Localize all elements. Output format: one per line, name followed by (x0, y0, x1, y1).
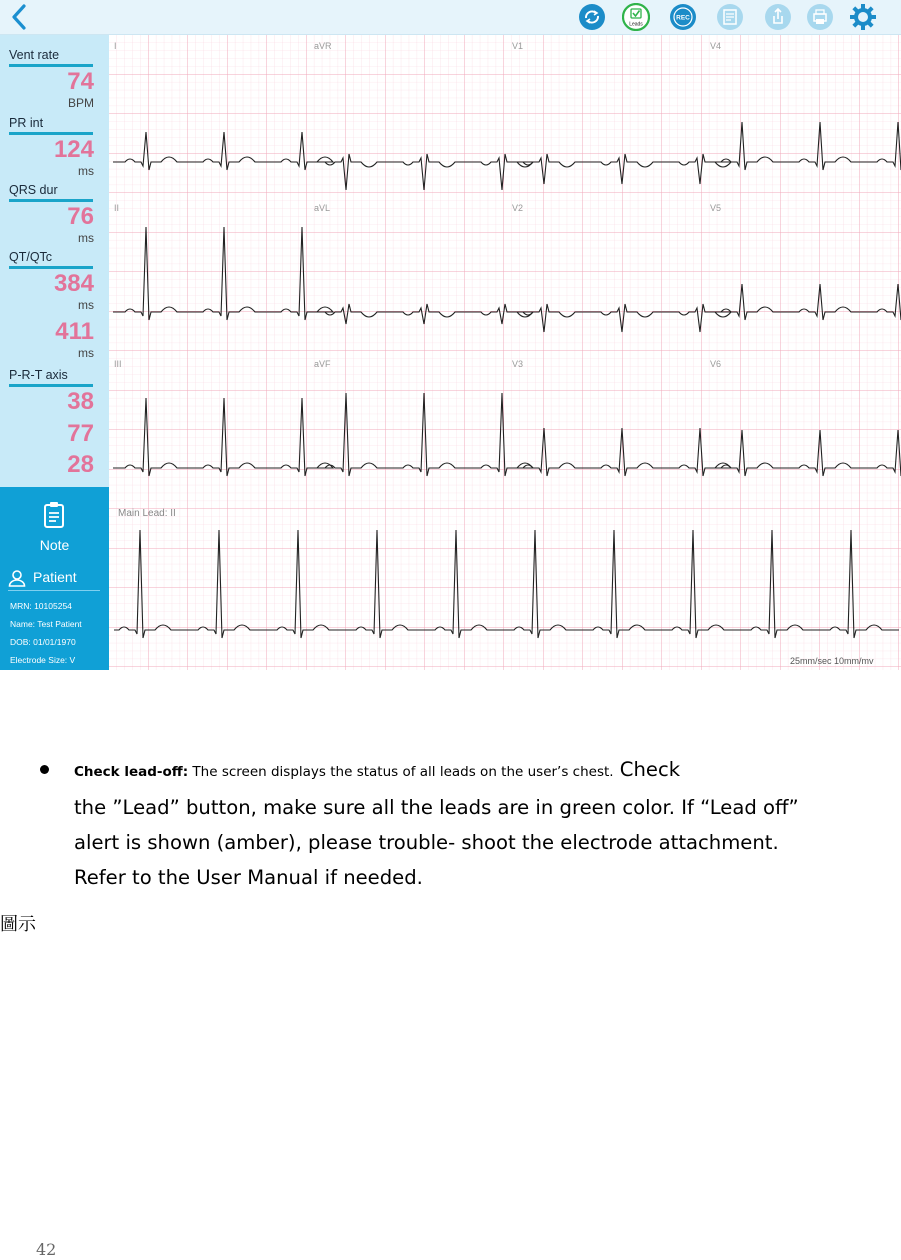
person-icon (8, 569, 26, 587)
patient-panel (0, 487, 109, 670)
sidebar (0, 35, 109, 670)
paragraph-line: alert is shown (amber), please trouble- shoot the electrode attachment. (74, 831, 779, 854)
lead-label: I (114, 41, 117, 51)
lead-label: III (114, 359, 122, 369)
leads-icon-label: Leads (629, 21, 643, 28)
lead-label: V5 (710, 203, 722, 213)
main-lead-label: Main Lead: II (118, 508, 176, 519)
axis-t-value: 28 (67, 451, 94, 478)
metric-divider (9, 64, 93, 67)
report-icon[interactable] (716, 3, 744, 31)
patient-mrn: MRN: 10105254 (10, 601, 72, 611)
axis-r-value: 77 (67, 420, 94, 447)
axis-p-value: 38 (67, 388, 94, 415)
page-number: 42 (36, 1240, 57, 1259)
lead-label: aVF (314, 359, 331, 369)
print-icon[interactable] (806, 3, 834, 31)
ecg-grid (109, 35, 901, 670)
bullet-point (40, 765, 49, 774)
qt-qtc-label: QT/QTc (9, 250, 53, 264)
top-toolbar (0, 0, 901, 35)
leads-check-icon[interactable] (622, 3, 650, 31)
pr-int-unit: ms (78, 164, 94, 178)
lead-label: II (114, 203, 120, 213)
rec-icon-label: REC (676, 14, 690, 22)
qrs-dur-unit: ms (78, 231, 94, 245)
line1-tail: Check (613, 758, 681, 781)
qrs-dur-value: 76 (67, 203, 94, 230)
sync-icon[interactable] (578, 3, 606, 31)
figure-caption: 圖示 (0, 914, 36, 935)
clipboard-icon (41, 501, 67, 529)
patient-dob: DOB: 01/01/1970 (10, 637, 76, 647)
pr-int-label: PR int (9, 116, 44, 130)
metrics-panel (0, 35, 109, 487)
qt-unit: ms (78, 298, 94, 312)
lead-label: V6 (710, 359, 722, 369)
lead-label: V2 (512, 203, 524, 213)
patient-label: Patient (33, 569, 77, 585)
qtc-value: 411 (55, 318, 94, 345)
rec-icon[interactable] (669, 3, 697, 31)
metric-divider (9, 384, 93, 387)
paragraph-line: Refer to the User Manual if needed. (74, 866, 423, 889)
lead-label: aVR (314, 41, 332, 51)
metric-divider (9, 199, 93, 202)
lead-label: V4 (710, 41, 722, 51)
qrs-dur-label: QRS dur (9, 183, 58, 197)
bold-heading: Check lead-off: (74, 764, 189, 780)
lead-label: V1 (512, 41, 524, 51)
vent-rate-unit: BPM (67, 96, 94, 110)
share-icon[interactable] (764, 3, 792, 31)
small-text: The screen displays the status of all leads on the user’s chest. (188, 764, 614, 780)
patient-button[interactable] (8, 567, 103, 589)
metric-divider (9, 132, 93, 135)
paragraph-line (74, 752, 894, 790)
divider (8, 590, 100, 591)
patient-name: Name: Test Patient (10, 619, 82, 629)
pr-int-value: 124 (53, 136, 94, 163)
note-button[interactable] (0, 495, 109, 555)
back-chevron-icon[interactable] (6, 2, 34, 32)
note-label: Note (39, 537, 70, 553)
scale-label: 25mm/sec 10mm/mv (790, 656, 874, 666)
vent-rate-label: Vent rate (9, 48, 60, 62)
qt-value: 384 (53, 270, 94, 297)
qtc-unit: ms (78, 346, 94, 360)
lead-label: V3 (512, 359, 524, 369)
patient-electrode-size: Electrode Size: V (10, 655, 76, 665)
paragraph-line: the ”Lead” button, make sure all the leads are in green color. If “Lead off” (74, 796, 799, 819)
settings-gear-icon[interactable] (849, 3, 877, 31)
lead-label: aVL (314, 203, 331, 213)
instruction-paragraph (74, 752, 894, 895)
ecg-grid-fill (109, 35, 901, 670)
axis-label: P-R-T axis (9, 368, 68, 382)
metric-divider (9, 266, 93, 269)
vent-rate-value: 74 (67, 68, 94, 95)
